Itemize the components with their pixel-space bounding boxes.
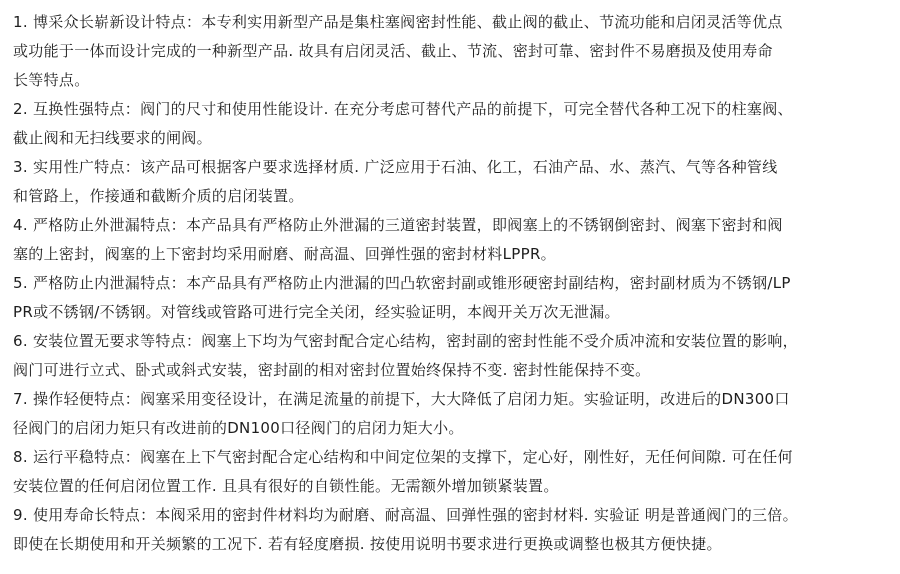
- feature-item-4: [13, 211, 893, 269]
- feature-item-3: [13, 153, 893, 211]
- text-line: 长等特点。: [13, 71, 90, 89]
- text-line: 安装位置的任何启闭位置工作. 且具有很好的自锁性能。无需额外增加锁紧装置。: [13, 477, 559, 495]
- text-line: 3. 实用性广特点：该产品可根据客户要求选择材质. 广泛应用于石油、化工，石油产品、水、蒸汽、气等各种管线: [13, 158, 778, 176]
- text-line: 5. 严格防止内泄漏特点：本产品具有严格防止内泄漏的凹凸软密封副或锥形硬密封副结构，密封副材质为不锈钢/LP: [13, 274, 791, 292]
- feature-item-9: [13, 501, 893, 559]
- text-line: 或功能于一体而设计完成的一种新型产品. 故具有启闭灵活、截止、节流、密封可靠、密封件不易磨损及使用寿命: [13, 42, 773, 60]
- feature-list: [13, 8, 893, 559]
- text-line: 7. 操作轻便特点：阀塞采用变径设计，在满足流量的前提下，大大降低了启闭力矩。实验证明，改进后的DN300口: [13, 390, 790, 408]
- text-line: 即使在长期使用和开关频繁的工况下. 若有轻度磨损. 按使用说明书要求进行更换或调整也极其方便快捷。: [13, 535, 722, 553]
- text-line: PR或不锈钢/不锈钢。对管线或管路可进行完全关闭，经实验证明，本阀开关万次无泄漏。: [13, 303, 620, 321]
- feature-item-8: [13, 443, 893, 501]
- feature-item-2: [13, 95, 893, 153]
- text-line: 截止阀和无扫线要求的闸阀。: [13, 129, 212, 147]
- text-line: 9. 使用寿命长特点：本阀采用的密封件材料均为耐磨、耐高温、回弹性强的密封材料. 实验证 明是普通阀门的三倍。: [13, 506, 798, 524]
- text-line: 8. 运行平稳特点：阀塞在上下气密封配合定心结构和中间定位架的支撑下，定心好，刚性好，无任何间隙. 可在任何: [13, 448, 793, 466]
- feature-item-5: [13, 269, 893, 327]
- text-line: 1. 博采众长崭新设计特点：本专利实用新型产品是集柱塞阀密封性能、截止阀的截止、节流功能和启闭灵活等优点: [13, 13, 783, 31]
- text-line: 阀门可进行立式、卧式或斜式安装，密封副的相对密封位置始终保持不变. 密封性能保持不变。: [13, 361, 651, 379]
- feature-item-7: [13, 385, 893, 443]
- text-line: 塞的上密封，阀塞的上下密封均采用耐磨、耐高温、回弹性强的密封材料LPPR。: [13, 245, 556, 263]
- text-line: 和管路上，作接通和截断介质的启闭装置。: [13, 187, 304, 205]
- text-line: 径阀门的启闭力矩只有改进前的DN100口径阀门的启闭力矩大小。: [13, 419, 464, 437]
- text-line: 4. 严格防止外泄漏特点：本产品具有严格防止外泄漏的三道密封装置，即阀塞上的不锈钢倒密封、阀塞下密封和阀: [13, 216, 783, 234]
- feature-item-1: [13, 8, 893, 95]
- text-line: 2. 互换性强特点：阀门的尺寸和使用性能设计. 在充分考虑可替代产品的前提下，可完全替代各种工况下的柱塞阀、: [13, 100, 793, 118]
- feature-item-6: [13, 327, 893, 385]
- text-line: 6. 安装位置无要求等特点：阀塞上下均为气密封配合定心结构，密封副的密封性能不受介质冲流和安装位置的影响，: [13, 332, 798, 350]
